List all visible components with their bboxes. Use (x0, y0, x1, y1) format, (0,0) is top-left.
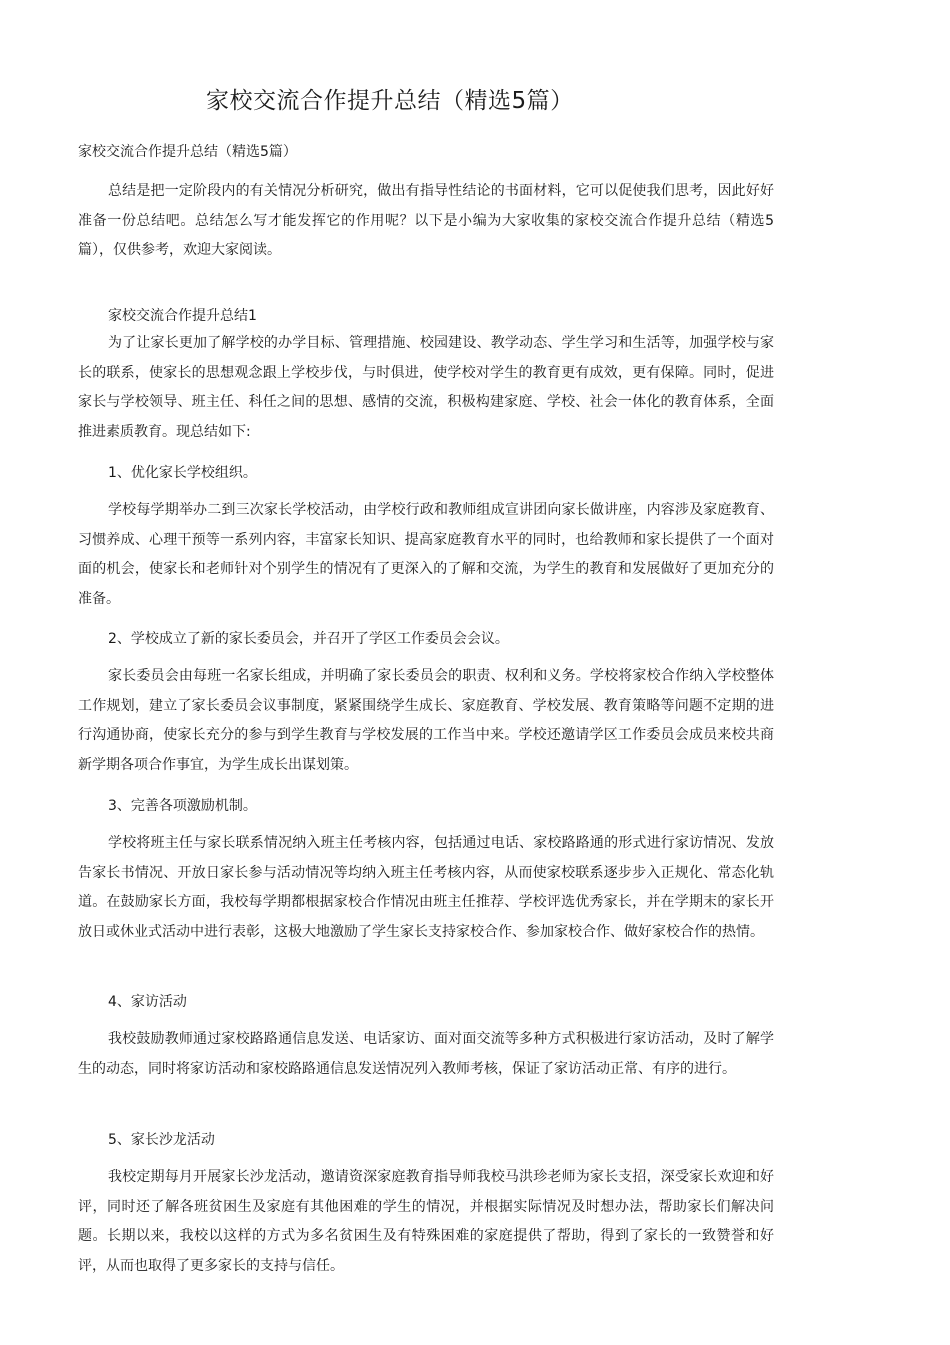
item-body-5: 我校定期每月开展家长沙龙活动，邀请资深家庭教育指导师我校马洪珍老师为家长支招，深受家长欢迎和好评，同时还了解各班贫困生及家庭有其他困难的学生的情况，并根据实际情况及时想办法，帮助家长们解决问题。长期以来，我校以这样的方式为多名贫困生及有特殊困难的家庭提供了帮助，得到了家长的一致赞誉和好评，从而也取得了更多家长的支持与信任。 (78, 1169, 774, 1274)
item-body-3: 学校将班主任与家长联系情况纳入班主任考核内容，包括通过电话、家校路路通的形式进行家访情况、发放告家长书情况、开放日家长参与活动情况等均纳入班主任考核内容，从而使家校联系逐步步入正规化、常态化轨道。在鼓励家长方面，我校每学期都根据家校合作情况由班主任推荐、学校评选优秀家长，并在学期末的家长开放日或休业式活动中进行表彰，这极大地激励了学生家长支持家校合作、参加家校合作、做好家校合作的热情。 (78, 835, 774, 940)
section-intro-paragraph: 为了让家长更加了解学校的办学目标、管理措施、校园建设、教学动态、学生学习和生活等，加强学校与家长的联系，使家长的思想观念跟上学校步伐，与时俱进，使学校对学生的教育更有成效，更有保障。同时，促进家长与学校领导、班主任、科任之间的思想、感情的交流，积极构建家庭、学校、社会一体化的教育体系，全面推进素质教育。现总结如下: (78, 335, 774, 440)
item-heading-5: 5、家长沙龙活动 (108, 1132, 215, 1148)
item-heading-1: 1、优化家长学校组织。 (108, 465, 257, 481)
item-body-1: 学校每学期举办二到三次家长学校活动，由学校行政和教师组成宣讲团向家长做讲座，内容涉及家庭教育、习惯养成、心理干预等一系列内容，丰富家长知识、提高家庭教育水平的同时，也给教师和家长提供了一个面对面的机会，使家长和老师针对个别学生的情况有了更深入的了解和交流，为学生的教育和发展做好了更加充分的准备。 (78, 502, 774, 607)
document-subtitle: 家校交流合作提升总结（精选5篇） (78, 144, 297, 160)
section-title: 家校交流合作提升总结1 (108, 308, 257, 324)
item-body-2: 家长委员会由每班一名家长组成，并明确了家长委员会的职责、权利和义务。学校将家校合作纳入学校整体工作规划，建立了家长委员会议事制度，紧紧围绕学生成长、家庭教育、学校发展、教育策略等问题不定期的进行沟通协商，使家长充分的参与到学生教育与学校发展的工作当中来。学校还邀请学区工作委员会成员来校共商新学期各项合作事宜，为学生成长出谋划策。 (78, 668, 774, 773)
item-heading-2: 2、学校成立了新的家长委员会，并召开了学区工作委员会会议。 (108, 631, 509, 647)
item-heading-4: 4、家访活动 (108, 994, 187, 1010)
item-heading-3: 3、完善各项激励机制。 (108, 798, 257, 814)
item-body-4: 我校鼓励教师通过家校路路通信息发送、电话家访、面对面交流等多种方式积极进行家访活动，及时了解学生的动态，同时将家访活动和家校路路通信息发送情况列入教师考核，保证了家访活动正常、有序的进行。 (78, 1031, 774, 1077)
intro-paragraph: 总结是把一定阶段内的有关情况分析研究，做出有指导性结论的书面材料，它可以促使我们思考，因此好好准备一份总结吧。总结怎么写才能发挥它的作用呢？以下是小编为大家收集的家校交流合作提升总结（精选5篇），仅供参考，欢迎大家阅读。 (78, 183, 774, 258)
document-title: 家校交流合作提升总结（精选5篇） (206, 88, 574, 114)
